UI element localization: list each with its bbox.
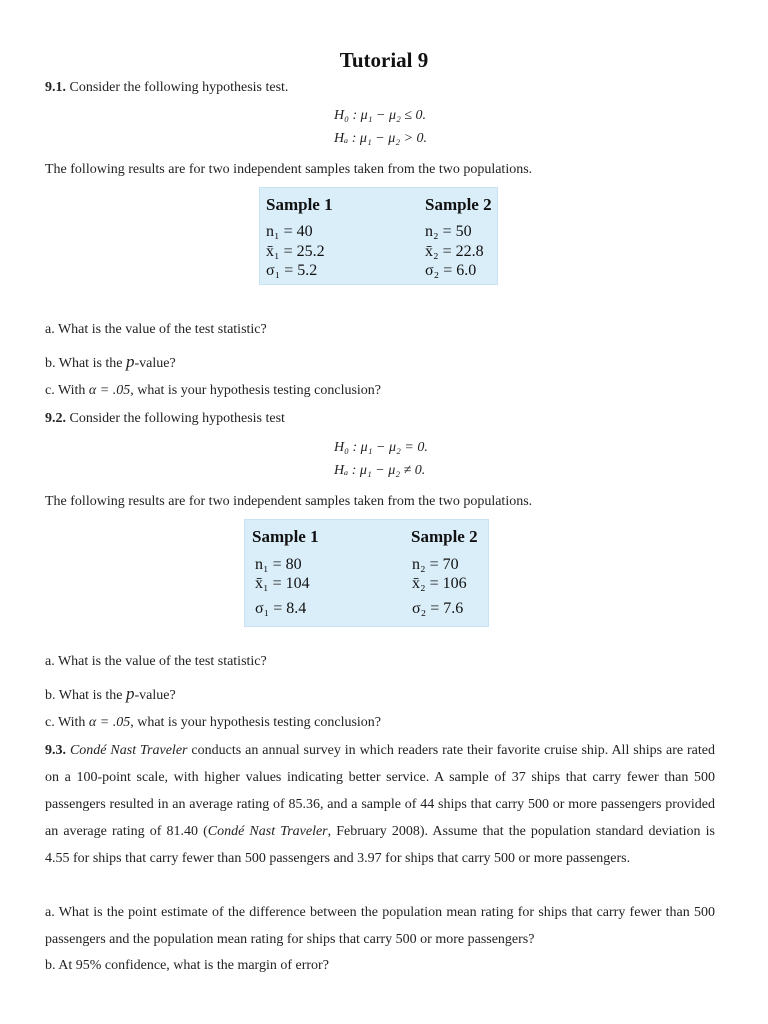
question-a: a. What is the value of the test statistic? xyxy=(45,654,267,669)
sigma1-value: σ₁ = 8.4 xyxy=(255,600,307,617)
question-a: a. What is the point estimate of the difference between the population mean rating for ships that carry fewer than 500 passengers and the population mean rating for ships that carry 500 or more passengers? xyxy=(45,905,715,947)
question-b-suffix: -value? xyxy=(134,356,176,371)
question-c-text: c. With xyxy=(45,715,89,730)
p-symbol: p xyxy=(126,352,135,371)
problem-text-end: , February 2008). Assume that the population standard deviation is 4.55 for ships that carry fewer than 500 passengers and 3.97 for ships that carry 500 or more passengers. xyxy=(45,824,715,866)
problem-number: 9.2. xyxy=(45,411,66,426)
problem-9-3-paragraph xyxy=(45,737,715,872)
sample-1-header: Sample 1 xyxy=(266,195,333,214)
problem-number: 9.3. xyxy=(45,743,66,758)
question-c-suffix: , what is your hypothesis testing conclusion? xyxy=(130,715,382,730)
question-c xyxy=(45,383,381,399)
problem-intro: Consider the following hypothesis test. xyxy=(66,80,289,95)
question-c-suffix: , what is your hypothesis testing conclusion? xyxy=(130,383,382,398)
magazine-name: Condé Nast Traveler xyxy=(69,743,188,758)
sample-1-header: Sample 1 xyxy=(252,527,319,546)
question-b xyxy=(45,352,176,372)
n1-value: n₁ = 80 xyxy=(255,556,302,573)
xbar2-value: x̄₂ = 22.8 xyxy=(425,243,484,260)
magazine-name: Condé Nast Traveler xyxy=(207,824,328,839)
n2-value: n₂ = 50 xyxy=(425,223,472,240)
alternative-hypothesis: Hₐ : μ₁ − μ₂ ≠ 0. xyxy=(334,463,426,478)
results-intro: The following results are for two independent samples taken from the two populations. xyxy=(45,162,533,177)
alpha-value: α = .05 xyxy=(88,383,131,398)
p-symbol: p xyxy=(126,684,135,703)
xbar2-value: x̄₂ = 106 xyxy=(412,575,467,592)
question-a: a. What is the value of the test statistic? xyxy=(45,322,267,337)
xbar1-value: x̄₁ = 25.2 xyxy=(266,243,325,260)
problem-9-1-heading xyxy=(45,80,288,96)
problem-number: 9.1. xyxy=(45,80,66,95)
xbar1-value: x̄₁ = 104 xyxy=(255,575,310,592)
problem-text: conducts an annual survey in which readers rate their favorite cruise ship. All ships are rated on a 100-point scale, with higher values indicating better service. A sample of 37 ships that carry fewer than 500 passengers resulted in an average rating of 85.36, and a sample of 44 ships that carry 500 or more passengers provided an average rating of 81.40 ( xyxy=(45,743,716,839)
problem-9-2-heading xyxy=(45,411,285,427)
question-c-text: c. With xyxy=(45,383,89,398)
results-intro: The following results are for two independent samples taken from the two populations. xyxy=(45,494,533,509)
sample-table-9-1 xyxy=(259,187,498,285)
sigma2-value: σ₂ = 7.6 xyxy=(412,600,464,617)
sigma2-value: σ₂ = 6.0 xyxy=(425,262,477,279)
question-b-text: b. What is the xyxy=(45,688,127,703)
n1-value: n₁ = 40 xyxy=(266,223,313,240)
question-b xyxy=(45,684,176,704)
alternative-hypothesis: Hₐ : μ₁ − μ₂ > 0. xyxy=(334,131,428,146)
n2-value: n₂ = 70 xyxy=(412,556,459,573)
question-b: b. At 95% confidence, what is the margin of error? xyxy=(45,958,329,973)
sample-table-9-2 xyxy=(244,519,489,627)
question-b-text: b. What is the xyxy=(45,356,127,371)
sample-2-header: Sample 2 xyxy=(411,527,478,546)
alpha-value: α = .05 xyxy=(88,715,131,730)
problem-intro: Consider the following hypothesis test xyxy=(66,411,285,426)
page-title: Tutorial 9 xyxy=(339,48,429,72)
sigma1-value: σ₁ = 5.2 xyxy=(266,262,318,279)
null-hypothesis: H₀ : μ₁ − μ₂ ≤ 0. xyxy=(334,108,427,123)
null-hypothesis: H₀ : μ₁ − μ₂ = 0. xyxy=(334,440,428,455)
sample-2-header: Sample 2 xyxy=(425,195,492,214)
question-b-suffix: -value? xyxy=(134,688,176,703)
question-c xyxy=(45,715,381,731)
